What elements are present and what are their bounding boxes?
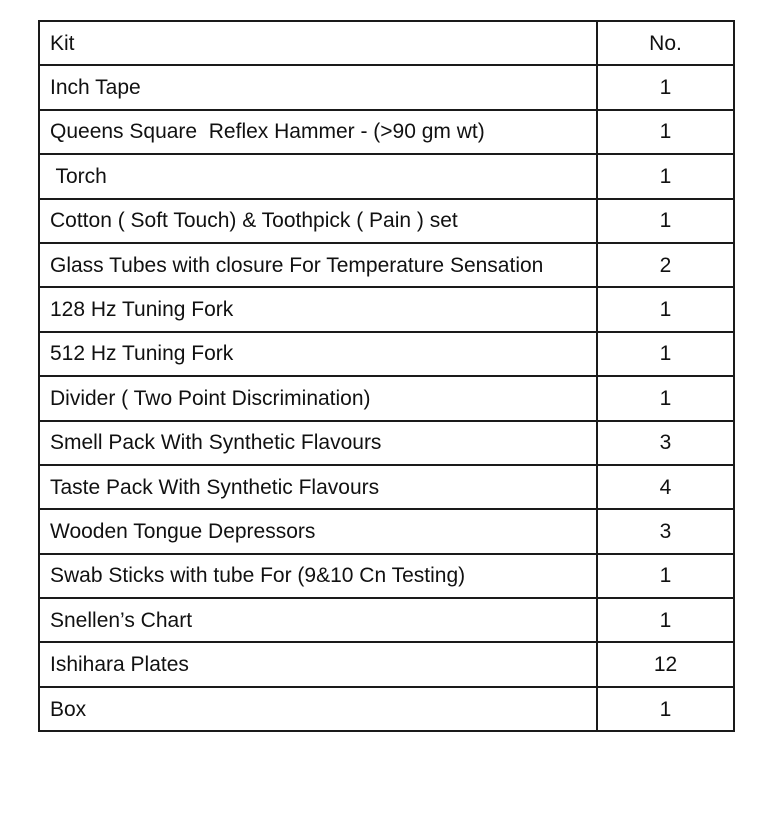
qty-cell: 1 bbox=[597, 65, 734, 109]
table-body bbox=[39, 65, 734, 731]
table-row bbox=[39, 154, 734, 198]
table-row bbox=[39, 421, 734, 465]
qty-cell: 1 bbox=[597, 598, 734, 642]
table-row bbox=[39, 465, 734, 509]
table-row bbox=[39, 687, 734, 731]
item-cell: 512 Hz Tuning Fork bbox=[39, 332, 597, 376]
qty-cell: 1 bbox=[597, 687, 734, 731]
qty-cell: 1 bbox=[597, 110, 734, 154]
table-row bbox=[39, 65, 734, 109]
table-row bbox=[39, 598, 734, 642]
qty-cell: 1 bbox=[597, 332, 734, 376]
header-kit: Kit bbox=[39, 21, 597, 65]
table-row bbox=[39, 376, 734, 420]
item-cell: Box bbox=[39, 687, 597, 731]
item-cell: Snellen’s Chart bbox=[39, 598, 597, 642]
table-row bbox=[39, 509, 734, 553]
table-header bbox=[39, 21, 734, 65]
qty-cell: 2 bbox=[597, 243, 734, 287]
table-row bbox=[39, 332, 734, 376]
qty-cell: 1 bbox=[597, 287, 734, 331]
header-no: No. bbox=[597, 21, 734, 65]
item-cell: Queens Square Reflex Hammer - (>90 gm wt) bbox=[39, 110, 597, 154]
qty-cell: 1 bbox=[597, 554, 734, 598]
table-row bbox=[39, 243, 734, 287]
item-cell: Wooden Tongue Depressors bbox=[39, 509, 597, 553]
item-cell: Cotton ( Soft Touch) & Toothpick ( Pain ) set bbox=[39, 199, 597, 243]
qty-cell: 1 bbox=[597, 376, 734, 420]
kit-table bbox=[38, 20, 735, 732]
qty-cell: 4 bbox=[597, 465, 734, 509]
qty-cell: 1 bbox=[597, 154, 734, 198]
table-row bbox=[39, 554, 734, 598]
item-cell: Divider ( Two Point Discrimination) bbox=[39, 376, 597, 420]
item-cell: Torch bbox=[39, 154, 597, 198]
item-cell: Glass Tubes with closure For Temperature Sensation bbox=[39, 243, 597, 287]
qty-cell: 1 bbox=[597, 199, 734, 243]
item-cell: Ishihara Plates bbox=[39, 642, 597, 686]
table-row bbox=[39, 642, 734, 686]
table-row bbox=[39, 110, 734, 154]
qty-cell: 3 bbox=[597, 509, 734, 553]
table-row bbox=[39, 287, 734, 331]
qty-cell: 3 bbox=[597, 421, 734, 465]
header-row bbox=[39, 21, 734, 65]
item-cell: Swab Sticks with tube For (9&10 Cn Testing) bbox=[39, 554, 597, 598]
item-cell: 128 Hz Tuning Fork bbox=[39, 287, 597, 331]
item-cell: Smell Pack With Synthetic Flavours bbox=[39, 421, 597, 465]
qty-cell: 12 bbox=[597, 642, 734, 686]
item-cell: Inch Tape bbox=[39, 65, 597, 109]
table-row bbox=[39, 199, 734, 243]
item-cell: Taste Pack With Synthetic Flavours bbox=[39, 465, 597, 509]
